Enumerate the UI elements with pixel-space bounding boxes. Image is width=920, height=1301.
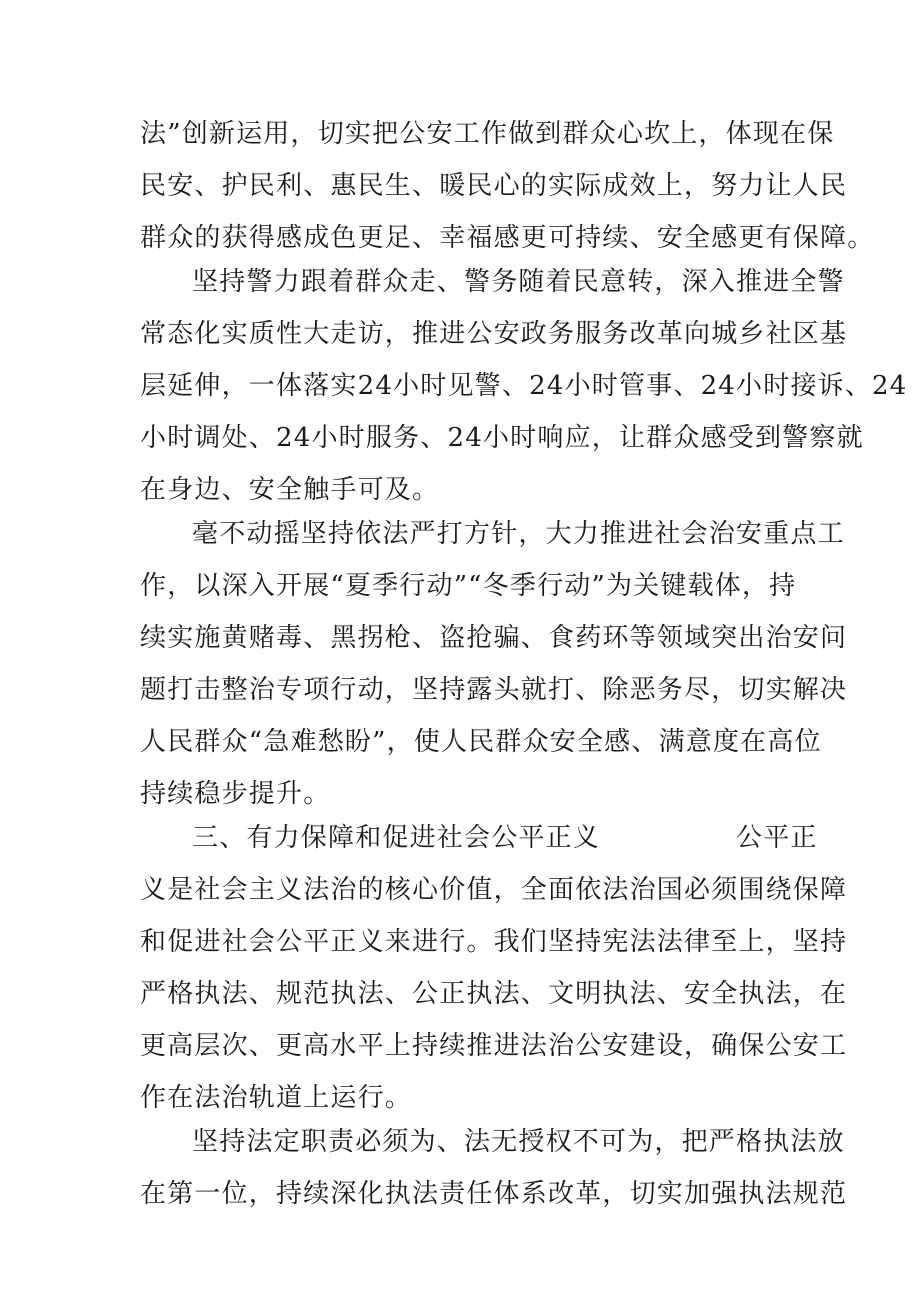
paragraph-first-line: 坚持警力跟着群众走、警务随着民意转，深入推进全警 [192, 267, 845, 297]
text-line: 层延伸，一体落实24小时见警、24小时管事、24小时接诉、24 [140, 371, 908, 401]
text-line: 小时调处、24小时服务、24小时响应，让群众感受到警察就 [140, 423, 864, 453]
text-line: 在第一位，持续深化执法责任体系改革，切实加强执法规范 [140, 1179, 848, 1209]
text-line: 在身边、安全触手可及。 [140, 475, 440, 505]
section-heading-line: 三、有力保障和促进社会公平正义 公平正 [192, 823, 818, 853]
text-line: 义是社会主义法治的核心价值，全面依法治国必须围绕保障 [140, 875, 848, 905]
text-line: 作在法治轨道上运行。 [140, 1083, 413, 1113]
text-line: 作，以深入开展“夏季行动”“冬季行动”为关键载体，持 [140, 571, 797, 601]
text-line: 民安、护民利、惠民生、暖民心的实际成效上，努力让人民 [140, 171, 848, 201]
text-line: 严格执法、规范执法、公正执法、文明执法、安全执法，在 [140, 979, 848, 1009]
text-line: 和促进社会公平正义来进行。我们坚持宪法法律至上，坚持 [140, 927, 848, 957]
text-line: 更高层次、更高水平上持续推进法治公安建设，确保公安工 [140, 1031, 848, 1061]
text-line: 人民群众“急难愁盼”，使人民群众安全感、满意度在高位 [140, 727, 822, 757]
paragraph-first-line: 坚持法定职责必须为、法无授权不可为，把严格执法放 [192, 1127, 845, 1157]
text-line: 续实施黄赌毒、黑拐枪、盗抢骗、食药环等领域突出治安问 [140, 623, 848, 653]
text-line: 法”创新运用，切实把公安工作做到群众心坎上，体现在保 [140, 119, 835, 149]
text-line: 持续稳步提升。 [140, 779, 331, 809]
paragraph-first-line: 毫不动摇坚持依法严打方针，大力推进社会治安重点工 [192, 519, 845, 549]
text-line: 题打击整治专项行动，坚持露头就打、除恶务尽，切实解决 [140, 675, 848, 705]
text-line: 常态化实质性大走访，推进公安政务服务改革向城乡社区基 [140, 319, 848, 349]
text-line: 群众的获得感成色更足、幸福感更可持续、安全感更有保障。 [140, 223, 875, 253]
